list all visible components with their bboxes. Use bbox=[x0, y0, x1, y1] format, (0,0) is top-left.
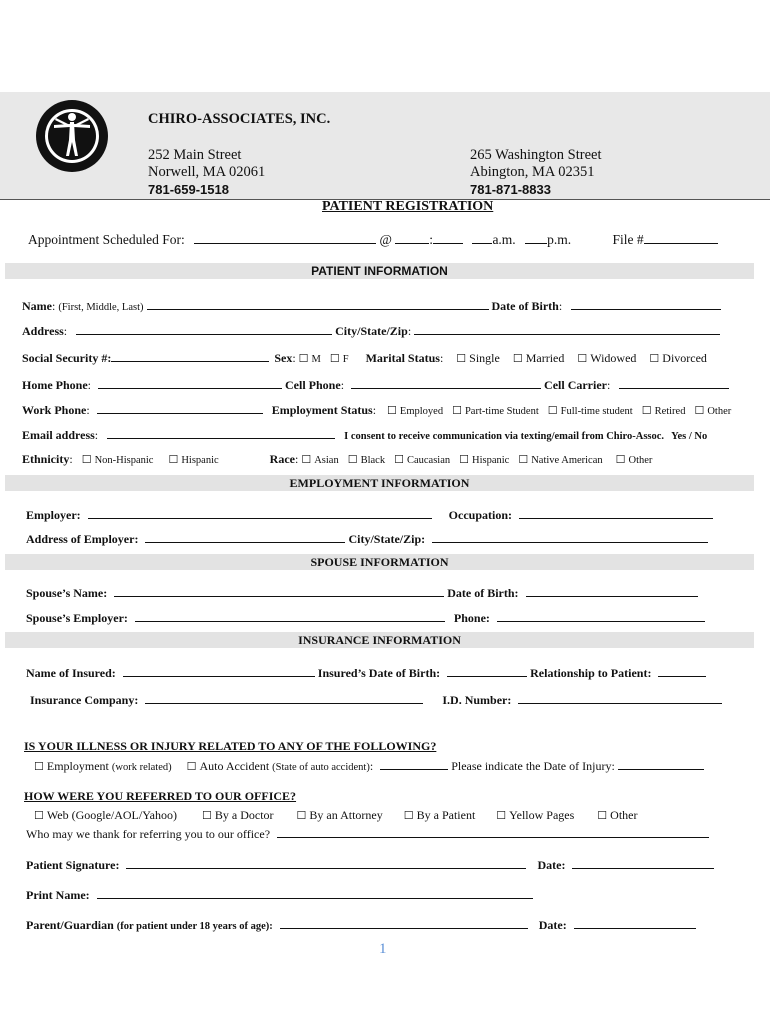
cell-carrier-field[interactable] bbox=[619, 377, 729, 389]
illness-employment-checkbox[interactable]: ☐ bbox=[34, 761, 44, 773]
employer-label: Employer: bbox=[26, 508, 81, 522]
employer-address-field[interactable] bbox=[145, 531, 345, 543]
injury-date-field[interactable] bbox=[618, 758, 704, 770]
appointment-at: @ bbox=[379, 232, 392, 247]
ethnicity-label: Ethnicity bbox=[22, 452, 70, 466]
phone-row: Home Phone: Cell Phone: Cell Carrier: bbox=[22, 377, 729, 393]
ethnicity-nonhispanic-checkbox[interactable]: ☐ bbox=[81, 454, 92, 466]
employer-field[interactable] bbox=[88, 507, 432, 519]
city-label: City/State/Zip bbox=[335, 324, 408, 338]
employer-city-label: City/State/Zip: bbox=[348, 532, 426, 546]
cell-phone-field[interactable] bbox=[351, 377, 541, 389]
work-phone-label: Work Phone bbox=[22, 403, 87, 417]
status-fulltime-label: Full-time student bbox=[560, 406, 633, 417]
marital-single-checkbox[interactable]: ☐ bbox=[456, 353, 467, 365]
patient-signature-field[interactable] bbox=[126, 857, 526, 869]
employer-row bbox=[26, 507, 713, 523]
status-employed-checkbox[interactable]: ☐ bbox=[387, 405, 397, 417]
occupation-field[interactable] bbox=[519, 507, 713, 519]
illness-auto-checkbox[interactable]: ☐ bbox=[186, 761, 197, 773]
address-field[interactable] bbox=[76, 323, 332, 335]
appointment-date-field[interactable] bbox=[194, 232, 376, 244]
cell-phone-label: Cell Phone bbox=[285, 378, 341, 392]
pm-field[interactable] bbox=[525, 232, 547, 244]
race-native-american-checkbox[interactable]: ☐ bbox=[518, 454, 529, 466]
guardian-date-label: Date: bbox=[538, 918, 567, 932]
left-office-street: 252 Main Street bbox=[148, 147, 242, 163]
address-label: Address bbox=[22, 324, 64, 338]
race-native-american-label: Native American bbox=[531, 455, 603, 466]
spouse-dob-field[interactable] bbox=[526, 585, 698, 597]
email-row: Email address: I consent to receive communication via texting/email from Chiro-Assoc. Yes / No bbox=[22, 428, 708, 442]
work-row: Work Phone: Employment Status: ☐ Employed ☐ Part-time Student ☐ Full-time student ☐ Retired ☐ Other bbox=[22, 403, 732, 417]
id-number-label: I.D. Number: bbox=[442, 693, 512, 707]
illness-employment-hint: (work related) bbox=[111, 762, 172, 773]
file-number-field[interactable] bbox=[644, 232, 718, 244]
spouse-employer-label: Spouse’s Employer: bbox=[26, 611, 128, 625]
name-hint: (First, Middle, Last) bbox=[58, 302, 144, 313]
section-patient-information: PATIENT INFORMATION bbox=[5, 263, 754, 279]
sex-m-checkbox[interactable]: ☐ bbox=[298, 353, 309, 365]
sex-f-checkbox[interactable]: ☐ bbox=[329, 353, 340, 365]
patient-signature-label: Patient Signature: bbox=[26, 858, 120, 872]
guardian-label: Parent/Guardian bbox=[26, 918, 114, 932]
insured-dob-field[interactable] bbox=[447, 665, 527, 677]
print-name-label: Print Name: bbox=[26, 888, 90, 902]
referral-yellow-pages-checkbox[interactable]: ☐ bbox=[496, 810, 507, 822]
marital-divorced-checkbox[interactable]: ☐ bbox=[649, 353, 660, 365]
city-field[interactable] bbox=[414, 323, 720, 335]
race-black-label: Black bbox=[360, 455, 386, 466]
illness-auto-label: Auto Accident bbox=[199, 759, 270, 773]
status-other-checkbox[interactable]: ☐ bbox=[694, 405, 705, 417]
referral-thanks-label: Who may we thank for referring you to our office? bbox=[26, 827, 271, 841]
home-phone-label: Home Phone bbox=[22, 378, 88, 392]
spouse-dob-label: Date of Birth: bbox=[447, 586, 519, 600]
relationship-label: Relationship to Patient: bbox=[530, 666, 652, 680]
marital-label: Marital Status bbox=[365, 351, 440, 365]
spouse-phone-field[interactable] bbox=[497, 610, 705, 622]
home-phone-field[interactable] bbox=[98, 377, 282, 389]
consent-yes-no[interactable]: Yes / No bbox=[671, 431, 708, 442]
print-name-row bbox=[26, 887, 533, 903]
right-office-city: Abington, MA 02351 bbox=[470, 164, 595, 180]
injury-date-label: Please indicate the Date of Injury: bbox=[451, 759, 615, 773]
am-label: a.m. bbox=[492, 232, 516, 247]
company-logo bbox=[34, 98, 110, 174]
print-name-field[interactable] bbox=[97, 887, 533, 899]
address-row: Address: City/State/Zip: bbox=[22, 323, 720, 339]
sex-label: Sex bbox=[274, 351, 293, 365]
race-hispanic-checkbox[interactable]: ☐ bbox=[459, 454, 469, 466]
appointment-hour-field[interactable] bbox=[395, 232, 429, 244]
illness-row: ☐ Employment (work related) ☐ Auto Accident (State of auto accident): Please indicate the Date of Injury: bbox=[34, 758, 704, 774]
appointment-label: Appointment Scheduled For: bbox=[28, 232, 185, 247]
section-insurance-information: INSURANCE INFORMATION bbox=[5, 632, 754, 648]
illness-auto-hint: (State of auto accident) bbox=[272, 762, 370, 773]
referral-thanks-field[interactable] bbox=[277, 826, 709, 838]
id-number-field[interactable] bbox=[518, 692, 722, 704]
referral-doctor-checkbox[interactable]: ☐ bbox=[202, 810, 212, 822]
illness-employment-label: Employment bbox=[46, 759, 109, 773]
sex-m-label: M bbox=[311, 354, 321, 365]
am-field[interactable] bbox=[472, 232, 492, 244]
patient-signature-row bbox=[26, 857, 714, 873]
marital-widowed-checkbox[interactable]: ☐ bbox=[577, 353, 588, 365]
insured-dob-label: Insured’s Date of Birth: bbox=[317, 666, 441, 680]
spouse-employer-row bbox=[26, 610, 705, 626]
referral-row bbox=[34, 808, 638, 823]
insurance-company-row bbox=[30, 692, 722, 708]
auto-state-field[interactable] bbox=[380, 758, 448, 770]
race-asian-label: Asian bbox=[314, 455, 339, 466]
employer-address-label: Address of Employer: bbox=[26, 532, 139, 546]
consent-text: I consent to receive communication via texting/email from Chiro-Assoc. bbox=[344, 431, 665, 442]
insured-name-label: Name of Insured: bbox=[26, 666, 116, 680]
referral-patient-checkbox[interactable]: ☐ bbox=[403, 810, 414, 822]
spouse-name-field[interactable] bbox=[114, 585, 444, 597]
marital-single-label: Single bbox=[469, 351, 500, 365]
letterhead bbox=[0, 92, 770, 200]
page-number: 1 bbox=[379, 941, 387, 957]
marital-widowed-label: Widowed bbox=[590, 351, 637, 365]
right-office-street: 265 Washington Street bbox=[470, 147, 602, 163]
referral-web-checkbox[interactable]: ☐ bbox=[34, 810, 44, 822]
race-black-checkbox[interactable]: ☐ bbox=[347, 454, 358, 466]
race-asian-checkbox[interactable]: ☐ bbox=[301, 454, 312, 466]
insurance-company-field[interactable] bbox=[145, 692, 423, 704]
spouse-phone-label: Phone: bbox=[453, 611, 490, 625]
file-number-label: File # bbox=[612, 232, 644, 247]
pm-label: p.m. bbox=[547, 232, 572, 247]
insured-row bbox=[26, 665, 706, 681]
email-field[interactable] bbox=[107, 427, 335, 439]
race-caucasian-label: Caucasian bbox=[406, 455, 451, 466]
referral-doctor-label: By a Doctor bbox=[214, 808, 274, 822]
name-row: Name: (First, Middle, Last) Date of Birth: bbox=[22, 298, 721, 314]
ssn-label: Social Security #: bbox=[22, 351, 112, 365]
race-other-checkbox[interactable]: ☐ bbox=[615, 454, 626, 466]
employer-address-row bbox=[26, 531, 708, 547]
guardian-date-field[interactable] bbox=[574, 917, 696, 929]
occupation-label: Occupation: bbox=[448, 508, 512, 522]
email-label: Email address bbox=[22, 428, 95, 442]
status-other-label: Other bbox=[707, 406, 732, 417]
marital-married-label: Married bbox=[525, 351, 565, 365]
spouse-name-label: Spouse’s Name: bbox=[26, 586, 108, 600]
status-fulltime-checkbox[interactable]: ☐ bbox=[547, 405, 558, 417]
spouse-name-row bbox=[26, 585, 698, 601]
ethnicity-hispanic-checkbox[interactable]: ☐ bbox=[168, 454, 179, 466]
status-retired-label: Retired bbox=[654, 406, 686, 417]
marital-married-checkbox[interactable]: ☐ bbox=[512, 353, 523, 365]
ethnicity-nonhispanic-label: Non-Hispanic bbox=[94, 455, 154, 466]
race-label: Race bbox=[269, 452, 295, 466]
sex-f-label: F bbox=[342, 354, 349, 365]
left-office-city: Norwell, MA 02061 bbox=[148, 164, 266, 180]
ethnicity-row: Ethnicity: ☐ Non-Hispanic ☐ Hispanic Race: ☐ Asian ☐ Black ☐ Caucasian ☐ Hispanic ☐ Native American ☐ Other bbox=[22, 452, 653, 466]
status-retired-checkbox[interactable]: ☐ bbox=[641, 405, 652, 417]
guardian-hint: (for patient under 18 years of age): bbox=[116, 921, 273, 932]
relationship-field[interactable] bbox=[658, 665, 706, 677]
appointment-minute-field[interactable] bbox=[433, 232, 463, 244]
cell-carrier-label: Cell Carrier bbox=[544, 378, 607, 392]
company-name: CHIRO-ASSOCIATES, INC. bbox=[148, 111, 331, 127]
referral-other-label: Other bbox=[610, 808, 638, 822]
spouse-employer-field[interactable] bbox=[135, 610, 445, 622]
referral-thanks-row bbox=[26, 826, 709, 842]
referral-attorney-label: By an Attorney bbox=[309, 808, 383, 822]
referral-question: HOW WERE YOU REFERRED TO OUR OFFICE? bbox=[24, 789, 297, 803]
ssn-row: Social Security #: Sex: ☐ M ☐ F Marital Status: ☐ Single ☐ Married ☐ Widowed ☐ Divorced bbox=[22, 351, 707, 365]
work-phone-field[interactable] bbox=[97, 402, 263, 414]
dob-field[interactable] bbox=[571, 298, 721, 310]
form-title: PATIENT REGISTRATION bbox=[322, 199, 494, 214]
dob-label: Date of Birth bbox=[491, 299, 559, 313]
guardian-field[interactable] bbox=[280, 917, 528, 929]
referral-web-label: Web (Google/AOL/Yahoo) bbox=[46, 808, 178, 822]
section-employment-information: EMPLOYMENT INFORMATION bbox=[5, 475, 754, 491]
status-employed-label: Employed bbox=[399, 406, 444, 417]
ethnicity-hispanic-label: Hispanic bbox=[181, 455, 219, 466]
referral-attorney-checkbox[interactable]: ☐ bbox=[296, 810, 307, 822]
name-field[interactable] bbox=[147, 298, 489, 310]
employment-status-label: Employment Status bbox=[271, 403, 373, 417]
guardian-row bbox=[26, 917, 696, 933]
signature-date-label: Date: bbox=[537, 858, 566, 872]
name-label: Name bbox=[22, 299, 52, 313]
appointment-row bbox=[28, 232, 718, 248]
section-spouse-information: SPOUSE INFORMATION bbox=[5, 554, 754, 570]
appointment-colon: : bbox=[429, 232, 434, 247]
status-parttime-checkbox[interactable]: ☐ bbox=[452, 405, 462, 417]
signature-date-field[interactable] bbox=[572, 857, 714, 869]
referral-patient-label: By a Patient bbox=[416, 808, 476, 822]
race-other-label: Other bbox=[628, 455, 653, 466]
insured-name-field[interactable] bbox=[123, 665, 315, 677]
referral-yellow-pages-label: Yellow Pages bbox=[509, 808, 575, 822]
ssn-field[interactable] bbox=[111, 350, 269, 362]
race-caucasian-checkbox[interactable]: ☐ bbox=[394, 454, 404, 466]
race-hispanic-label: Hispanic bbox=[472, 455, 510, 466]
marital-divorced-label: Divorced bbox=[662, 351, 707, 365]
left-office-phone: 781-659-1518 bbox=[148, 182, 229, 197]
employer-city-field[interactable] bbox=[432, 531, 708, 543]
referral-other-checkbox[interactable]: ☐ bbox=[597, 810, 608, 822]
illness-question: IS YOUR ILLNESS OR INJURY RELATED TO ANY OF THE FOLLOWING? bbox=[24, 739, 437, 753]
status-parttime-label: Part-time Student bbox=[464, 406, 539, 417]
insurance-company-label: Insurance Company: bbox=[30, 693, 139, 707]
right-office-phone: 781-871-8833 bbox=[470, 182, 551, 197]
